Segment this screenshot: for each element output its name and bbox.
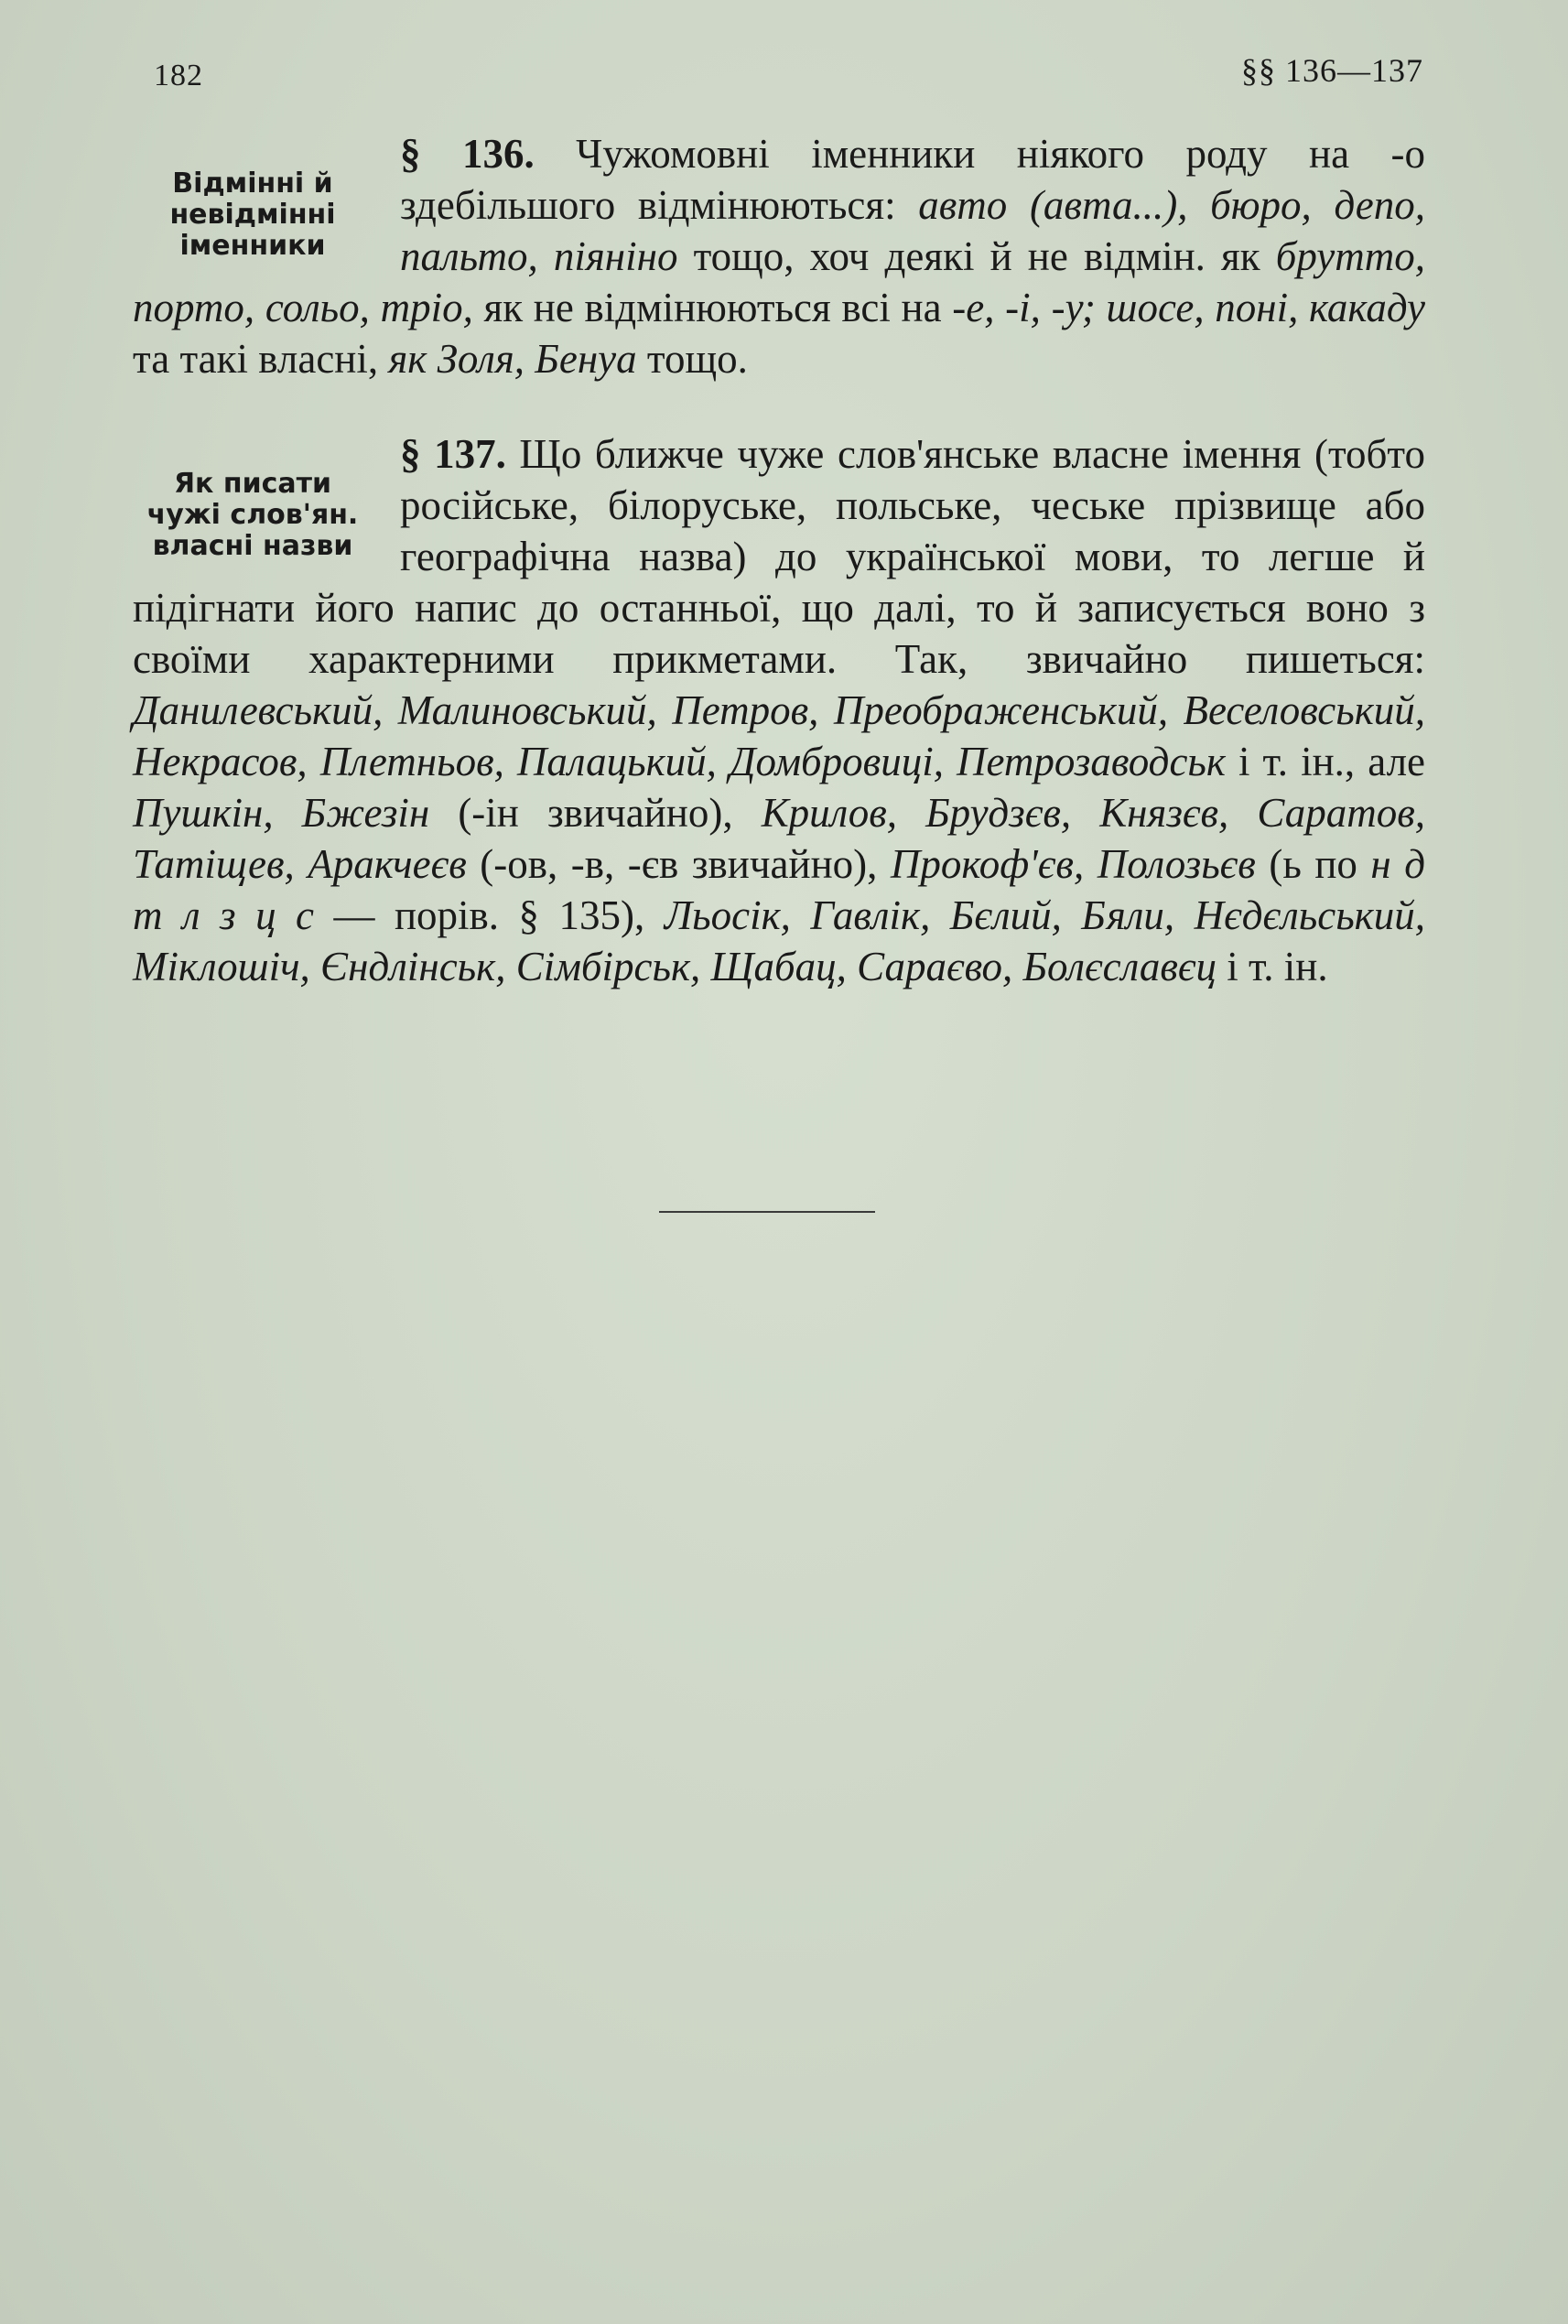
section-136 (133, 128, 1425, 384)
italic-run: Данилевський, Малиновський, Петров, Преображенський, Веселовський, Некрасов, Плетньов, Палацький, Домбровиці, Петрозаводськ (133, 687, 1425, 784)
italic-run: брутто, порто, сольо, тріо, (133, 233, 1425, 330)
end-separator-line (659, 1211, 875, 1213)
italic-run: як Золя, Бенуа (388, 336, 637, 382)
margin-note-137: Як писати чужі слов'ян. власні назви (146, 468, 359, 562)
text-run: — порів. § 135), (314, 892, 665, 938)
text-run: як не відмінюються всі на (472, 285, 953, 330)
text-run: Чужомовні іменники ніякого роду на -о здебільшого відмінюються: (400, 131, 1426, 228)
margin-note-136: Відмінні й невідмінні іменники (169, 168, 336, 262)
text-run: та такі власні, (133, 336, 389, 382)
text-run: і т. ін., але (1225, 739, 1426, 784)
italic-run: -е, -і, -у; шосе, поні, какаду (952, 285, 1426, 330)
section-number-137: § 137. (400, 431, 506, 477)
italic-run: Льосік, Гавлік, Бєлий, Бяли, Нєдєльський, Міклошіч, Єндлінськ, Сімбірськ, Щабац, Сараєво, Болєславєц (133, 892, 1425, 989)
italic-run: н д т л з ц с (133, 841, 1426, 938)
text-run: (-ов, -в, -єв звичайно), (466, 841, 891, 887)
italic-run: Прокоф'єв, Полозьєв (890, 841, 1256, 887)
running-head: §§ 136—137 (1241, 52, 1423, 89)
page-number: 182 (154, 59, 203, 92)
italic-run: Пушкін, Бжезін (133, 790, 430, 836)
section-137 (133, 428, 1425, 992)
italic-run: авто (авта...), бюро, депо, пальто, піяніно (400, 182, 1425, 279)
text-run: Що ближче чуже слов'янське власне імення (тобто російське, білоруське, польське, чеське прізвище або географічна назва) до української мови, то легше й підігнати його напис до останньої, що далі, то й записується воно з своїми характерними прикметами. Так, звичайно пишеться: (133, 431, 1425, 682)
text-run: (-ін звичайно), (429, 790, 762, 836)
text-run: (ь по (1255, 841, 1371, 887)
text-run: тощо, хоч деякі й не відмін. як (677, 233, 1276, 279)
text-run: і т. ін. (1216, 944, 1328, 989)
italic-run: Крилов, Брудзєв, Князєв, Саратов, Татіщев, Аракчеєв (133, 790, 1426, 887)
section-number-136: § 136. (400, 131, 535, 177)
text-run: тощо. (636, 336, 748, 382)
